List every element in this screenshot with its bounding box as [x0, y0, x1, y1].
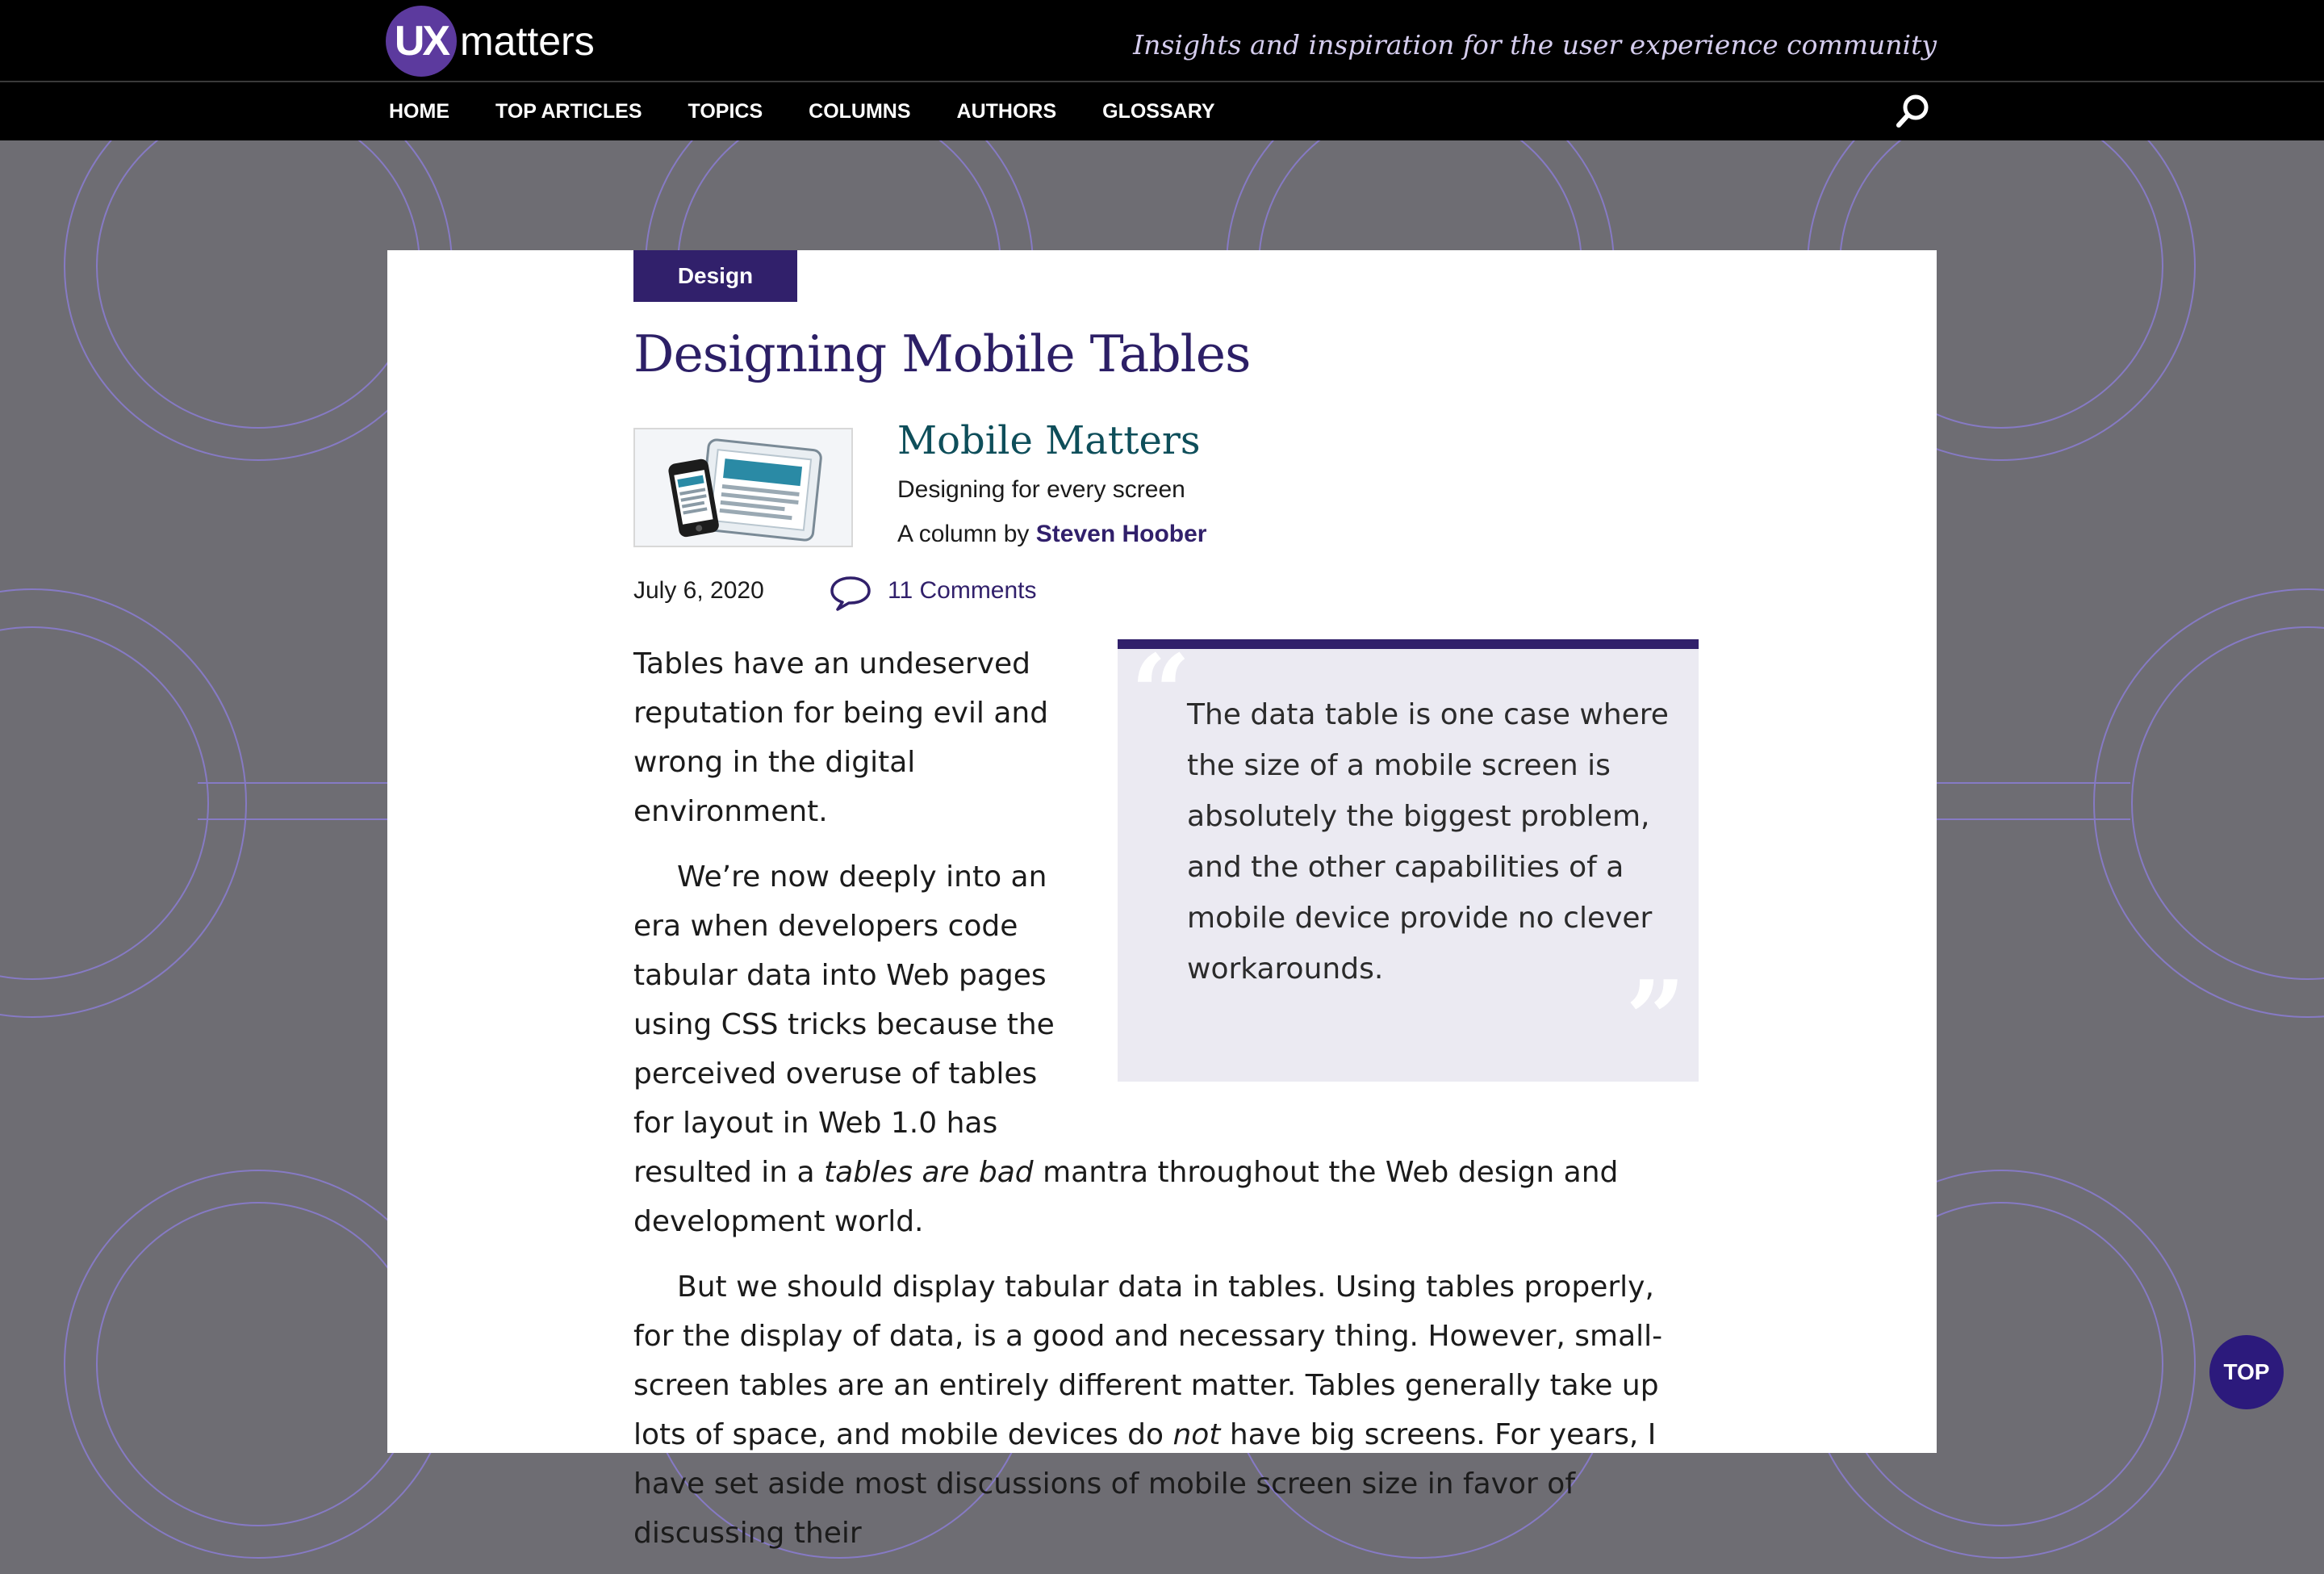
paragraph-3-text-a: But we should display tabular data in tables. Using tables properly, for the display of data, is a good and necessary thing. However, small-screen tables are an entirely different matter. Tables generally take up lots of space, and mobile devices do [633, 1271, 1663, 1451]
article-card [387, 250, 1937, 1550]
paragraph-3-text-b: have big screens. For years, I have set aside most discussions of mobile screen size in favor of discussing their [633, 1418, 1657, 1550]
paragraph-3-emphasis: not [1172, 1418, 1221, 1451]
pull-quote [1118, 631, 1699, 1082]
comment-bubble-icon[interactable] [830, 575, 872, 612]
paragraph-1-text: Tables have an undeserved reputation for being evil and wrong in the digital environment. [633, 647, 1049, 828]
nav-item-top-articles[interactable]: TOP ARTICLES [495, 99, 642, 123]
column-description: Designing for every screen [897, 476, 1185, 503]
close-quote-icon: ” [1625, 957, 1686, 1081]
article-title: Designing Mobile Tables [633, 324, 1251, 383]
column-byline [897, 521, 1206, 548]
logo-wordmark: matters [460, 19, 595, 64]
article-body [633, 631, 1699, 1574]
main-nav [389, 82, 1261, 140]
paragraph-2-emphasis: tables are bad [824, 1156, 1034, 1189]
nav-item-glossary[interactable]: GLOSSARY [1102, 99, 1215, 123]
comments-link[interactable]: 11 Comments [888, 577, 1037, 604]
site-logo[interactable] [386, 5, 595, 77]
back-to-top-button[interactable]: TOP [2209, 1335, 2284, 1409]
nav-item-topics[interactable]: TOPICS [688, 99, 763, 123]
nav-item-home[interactable]: HOME [389, 99, 449, 123]
search-icon[interactable] [1895, 92, 1932, 129]
byline-prefix: A column by [897, 521, 1030, 547]
column-thumbnail[interactable] [633, 428, 853, 547]
site-tagline: Insights and inspiration for the user experience community [1133, 29, 1937, 61]
logo-mark: UX [386, 6, 457, 77]
author-link[interactable]: Steven Hoober [1035, 521, 1207, 547]
category-tag[interactable]: Design [633, 250, 797, 302]
paragraph-2-text-b: mantra throughout the Web design and development world. [633, 1156, 1619, 1238]
nav-item-authors[interactable]: AUTHORS [956, 99, 1057, 123]
paragraph-2-text-a: We’re now deeply into an era when developers code tabular data into Web pages using CSS tricks because the perceived overuse of tables for layout in Web 1.0 has resulted in a [633, 860, 1055, 1189]
pull-quote-text: The data table is one case where the size of a mobile screen is absolutely the biggest problem, and the other capabilities of a mobile device provide no clever workarounds. [1187, 698, 1669, 986]
column-name[interactable]: Mobile Matters [897, 418, 1201, 463]
nav-item-columns[interactable]: COLUMNS [809, 99, 911, 123]
header-top-bar [0, 0, 2324, 81]
mobile-devices-illustration [635, 429, 851, 546]
publish-date: July 6, 2020 [633, 577, 764, 604]
paragraph-3 [633, 1262, 1699, 1558]
site-header [0, 0, 2324, 140]
open-quote-icon: “ [1131, 631, 1191, 755]
